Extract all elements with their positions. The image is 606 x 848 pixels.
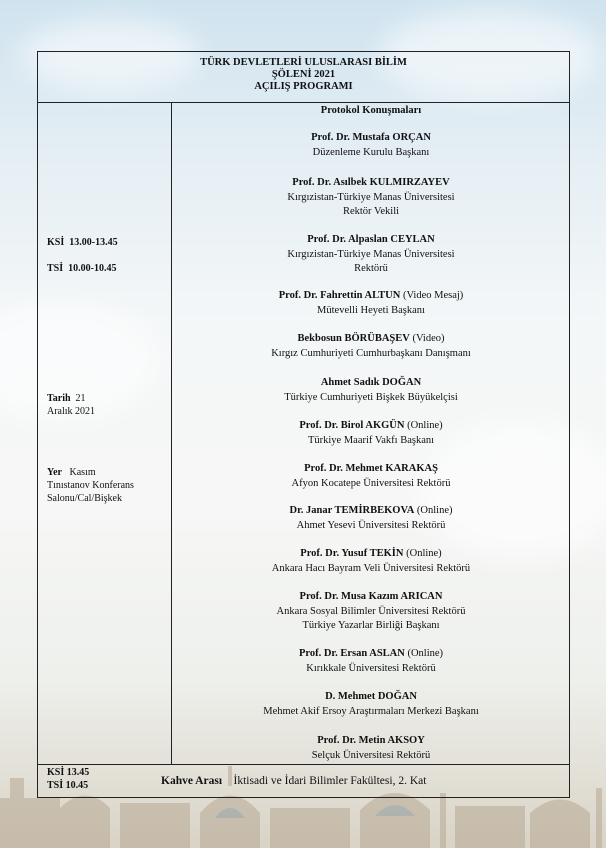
footer-row xyxy=(37,764,570,798)
speaker-entry xyxy=(172,590,570,634)
speaker-name-line xyxy=(172,590,570,605)
place-label: Yer xyxy=(47,467,62,478)
speaker-role: Kırgızistan-Türkiye Manas Üniversitesi xyxy=(287,248,455,260)
speaker-name: D. Mehmet DOĞAN xyxy=(325,691,417,702)
footer-times xyxy=(47,766,89,792)
date-info xyxy=(47,392,95,418)
place-value-3: Salonu/Cal/Bişkek xyxy=(47,493,122,504)
speaker-name: Prof. Dr. Asılbek KULMIRZAYEV xyxy=(292,177,450,188)
speaker-note: (Video Mesaj) xyxy=(402,290,464,301)
speaker-entry xyxy=(172,332,570,361)
speaker-name: Prof. Dr. Metin AKSOY xyxy=(317,735,425,746)
speaker-name: Prof. Dr. Musa Kazım ARICAN xyxy=(299,591,443,602)
place-value-1: Kasım xyxy=(69,467,96,478)
speaker-note: (Online) xyxy=(407,648,444,659)
program-header xyxy=(37,57,570,93)
speaker-role: Türkiye Yazarlar Birliği Başkanı xyxy=(302,620,440,631)
speaker-entry xyxy=(172,131,570,160)
speaker-name: Ahmet Sadık DOĞAN xyxy=(320,377,422,388)
speaker-role: Ankara Sosyal Bilimler Üniversitesi Rektörü xyxy=(276,605,466,617)
break-label: Kahve Arası xyxy=(161,775,223,787)
speaker-name: Prof. Dr. Mustafa ORÇAN xyxy=(311,132,431,143)
speaker-note: (Online) xyxy=(406,548,442,559)
speaker-entry xyxy=(172,690,570,719)
speaker-name-line xyxy=(172,734,570,749)
speaker-name-line xyxy=(172,233,570,248)
date-month-year: Aralık 2021 xyxy=(47,406,96,417)
speaker-entry xyxy=(172,504,570,533)
speaker-entry xyxy=(172,289,570,318)
speaker-name-line xyxy=(172,289,570,304)
speaker-name: Prof. Dr. Fahrettin ALTUN xyxy=(278,290,401,301)
speaker-entry xyxy=(172,419,570,448)
speaker-role: Kırgız Cumhuriyeti Cumhurbaşkanı Danışmanı xyxy=(271,347,471,359)
tsi-label: TSİ xyxy=(47,263,64,274)
speaker-role: Türkiye Cumhuriyeti Bişkek Büyükelçisi xyxy=(284,391,458,403)
speaker-role: Mehmet Akif Ersoy Araştırmaları Merkezi Başkanı xyxy=(263,705,479,717)
speaker-name-line xyxy=(172,332,570,347)
footer-ksi: KSİ 13.45 xyxy=(47,767,90,778)
header-title-line-1: TÜRK DEVLETLERİ ULUSLARASI BİLİM xyxy=(200,57,407,68)
speaker-entry xyxy=(172,233,570,277)
speaker-name: Prof. Dr. Mehmet KARAKAŞ xyxy=(304,463,438,474)
speaker-name: Prof. Dr. Yusuf TEKİN xyxy=(300,548,404,559)
speaker-role: Afyon Kocatepe Üniversitesi Rektörü xyxy=(291,477,451,489)
speaker-note: (Video) xyxy=(412,333,445,344)
break-place: İktisadi ve İdari Bilimler Fakültesi, 2. Kat xyxy=(233,775,427,787)
speaker-role: Kırgızistan-Türkiye Manas Üniversitesi xyxy=(287,191,455,203)
speaker-entry xyxy=(172,734,570,763)
speaker-name-line xyxy=(172,131,570,146)
date-day: 21 xyxy=(75,393,86,404)
place-value-2: Tınıstanov Konferans xyxy=(47,480,134,491)
speaker-name: Prof. Dr. Ersan ASLAN xyxy=(298,648,405,659)
speaker-role: Ahmet Yesevi Üniversitesi Rektörü xyxy=(296,519,446,531)
tsi-time-value: 10.00-10.45 xyxy=(68,263,117,274)
speaker-name: Bekbosun BÖRÜBAŞEV xyxy=(297,333,410,344)
speaker-entry xyxy=(172,462,570,491)
speaker-name-line xyxy=(172,462,570,477)
speaker-role: Rektörü xyxy=(354,263,388,274)
speaker-name-line xyxy=(172,690,570,705)
place-info xyxy=(47,466,134,505)
speaker-name: Prof. Dr. Birol AKGÜN xyxy=(299,420,405,431)
speaker-name-line xyxy=(172,547,570,562)
ksi-time xyxy=(47,236,118,249)
footer-tsi: TSİ 10.45 xyxy=(47,780,89,791)
speaker-role: Kırıkkale Üniversitesi Rektörü xyxy=(306,662,436,674)
speakers-column xyxy=(172,104,570,764)
speaker-name-line xyxy=(172,376,570,391)
speaker-role: Türkiye Maarif Vakfı Başkanı xyxy=(307,434,435,446)
speaker-entry xyxy=(172,547,570,576)
speaker-entry xyxy=(172,176,570,220)
speaker-role: Mütevelli Heyeti Başkanı xyxy=(317,304,425,316)
coffee-break xyxy=(161,774,426,788)
date-label: Tarih xyxy=(47,393,71,404)
ksi-label: KSİ xyxy=(47,237,65,248)
speaker-entry xyxy=(172,647,570,676)
ksi-time-value: 13.00-13.45 xyxy=(69,237,118,248)
speaker-name-line xyxy=(172,647,570,662)
speaker-entry xyxy=(172,376,570,405)
speaker-name: Prof. Dr. Alpaslan CEYLAN xyxy=(307,234,435,245)
speaker-name: Dr. Janar TEMİRBEKOVA xyxy=(289,505,415,516)
speaker-name-line xyxy=(172,504,570,519)
speaker-role: Rektör Vekili xyxy=(342,206,400,217)
speaker-role: Düzenleme Kurulu Başkanı xyxy=(312,146,430,158)
speaker-name-line xyxy=(172,419,570,434)
header-title-line-2: ŞÖLENİ 2021 xyxy=(271,69,336,80)
speaker-name-line xyxy=(172,176,570,191)
speaker-role: Ankara Hacı Bayram Veli Üniversitesi Rektörü xyxy=(271,562,471,574)
header-divider xyxy=(37,102,570,103)
section-title: Protokol Konuşmaları xyxy=(320,105,422,116)
speaker-note: (Online) xyxy=(416,505,453,516)
speaker-role: Selçuk Üniversitesi Rektörü xyxy=(311,749,431,761)
tsi-time xyxy=(47,262,116,275)
speaker-note: (Online) xyxy=(407,420,443,431)
header-title-line-3: AÇILIŞ PROGRAMI xyxy=(254,81,353,92)
